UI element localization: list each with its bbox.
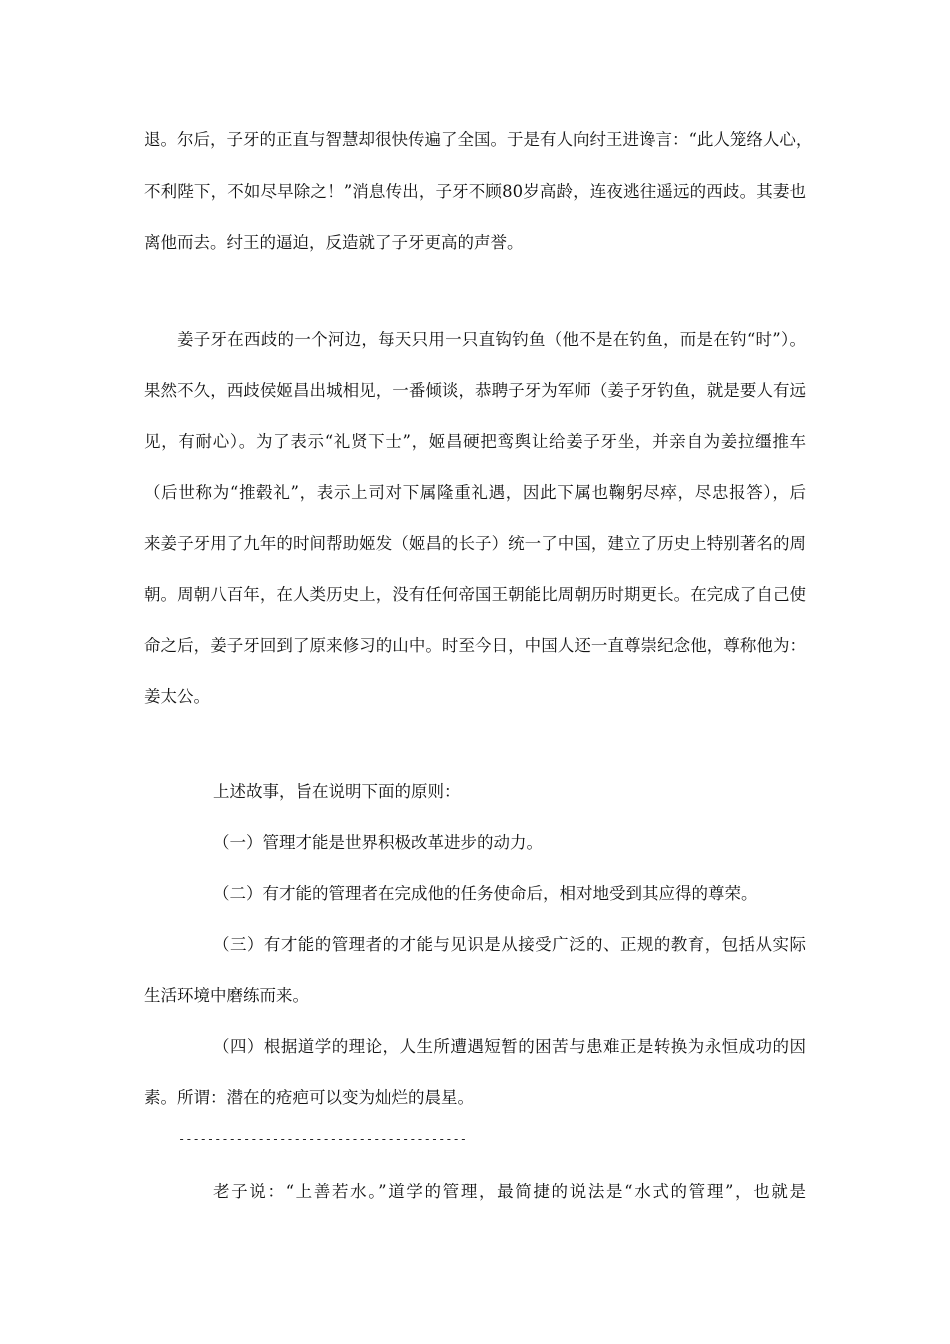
- paragraph-line: 老子说：“上善若水。”道学的管理，最简捷的说法是“水式的管理”，也就是: [213, 1182, 806, 1201]
- paragraph-line: 命之后，姜子牙回到了原来修习的山中。时至今日，中国人还一直尊崇纪念他，尊称他为：: [144, 636, 806, 655]
- principle-item-continuation: 素。所谓：潜在的疮疤可以变为灿烂的晨星。: [144, 1088, 474, 1107]
- paragraph-line: 果然不久，西歧侯姬昌出城相见，一番倾谈，恭聘子牙为军师（姜子牙钓鱼，就是要人有远: [144, 381, 806, 400]
- principle-item-continuation: 生活环境中磨练而来。: [144, 986, 309, 1005]
- paragraph-line: （后世称为“推毂礼”，表示上司对下属隆重礼遇，因此下属也鞠躬尽瘁，尽忠报答），后: [144, 483, 806, 502]
- paragraph-line: 来姜子牙用了九年的时间帮助姬发（姬昌的长子）统一了中国，建立了历史上特别著名的周: [144, 534, 806, 553]
- paragraph-line: 退。尔后，子牙的正直与智慧却很快传遍了全国。于是有人向纣王进谗言：“此人笼络人心，: [144, 130, 813, 149]
- principle-item: （三）有才能的管理者的才能与见识是从接受广泛的、正规的教育，包括从实际: [213, 935, 806, 954]
- paragraph-line: 朝。周朝八百年，在人类历史上，没有任何帝国王朝能比周朝历时期更长。在完成了自己使: [144, 585, 806, 604]
- paragraph-line: 见，有耐心）。为了表示“礼贤下士”，姬昌硬把鸾舆让给姜子牙坐，并亲自为姜拉缰推车: [144, 432, 806, 451]
- principle-item: （一）管理才能是世界积极改革进步的动力。: [213, 833, 543, 852]
- paragraph-line: 不利陛下，不如尽早除之！”消息传出，子牙不顾80岁高龄，连夜逃往遥远的西歧。其妻也: [144, 182, 806, 201]
- paragraph-line: 姜子牙在西歧的一个河边，每天只用一只直钩钓鱼（他不是在钓鱼，而是在钓“时”）。: [177, 330, 806, 349]
- principle-item: （二）有才能的管理者在完成他的任务使命后，相对地受到其应得的尊荣。: [213, 884, 758, 903]
- paragraph-line: 离他而去。纣王的逼迫，反造就了子牙更高的声誉。: [144, 233, 524, 252]
- paragraph-line: 姜太公。: [144, 687, 210, 706]
- principles-intro: 上述故事，旨在说明下面的原则：: [213, 782, 461, 801]
- principle-item: （四）根据道学的理论，人生所遭遇短暂的困苦与患难正是转换为永恒成功的因: [213, 1037, 806, 1056]
- separator-line: ----------------------------------------: [178, 1132, 467, 1146]
